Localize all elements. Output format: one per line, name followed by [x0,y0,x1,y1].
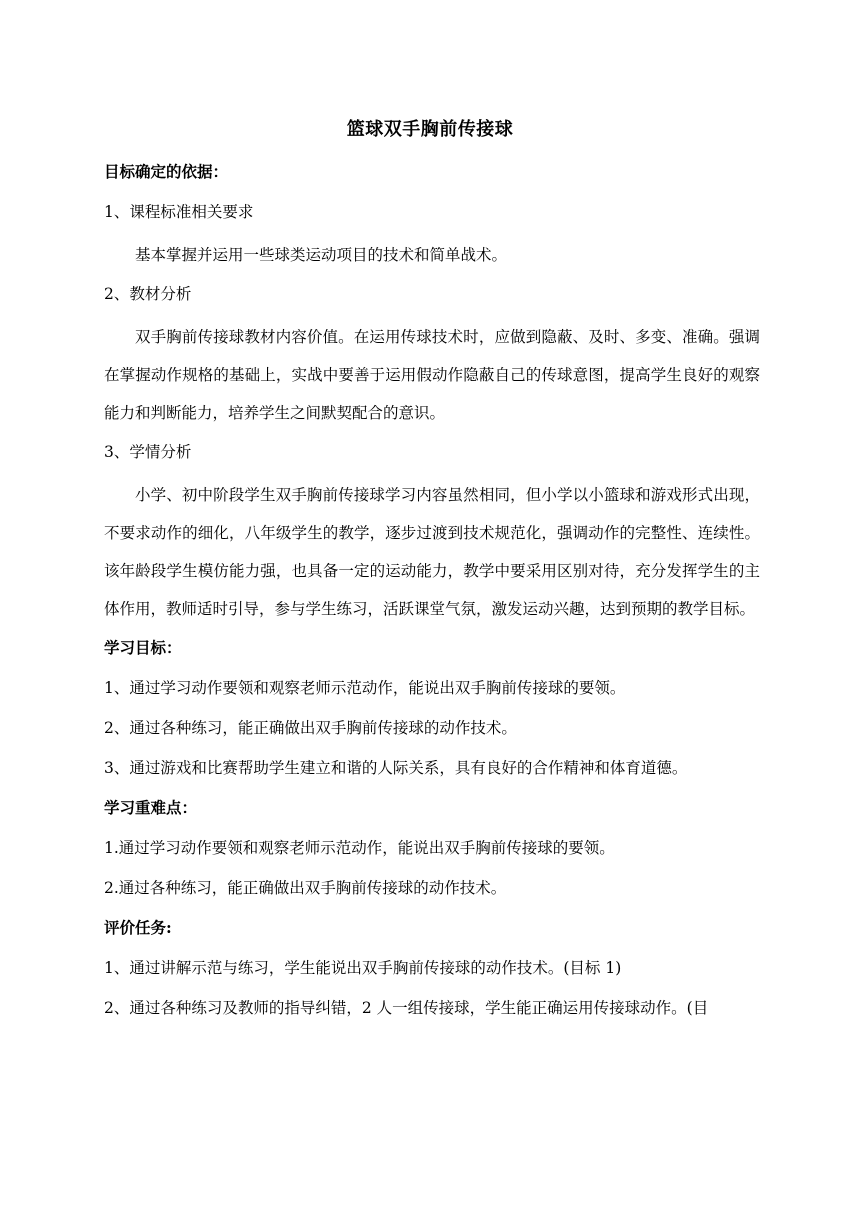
goal-item-3: 3、通过游戏和比赛帮助学生建立和谐的人际关系，具有良好的合作精神和体育道德。 [104,759,688,777]
section-heading-evaluation: 评价任务: [104,918,172,937]
section-heading-key-points: 学习重难点： [104,798,198,817]
evaluation-item-2: 2、通过各种练习及教师的指导纠错，2 人一组传接球，学生能正确运用传接球动作。(目 [104,999,709,1017]
basis-item-1-heading: 1、课程标准相关要求 [104,203,254,221]
basis-item-1-text: 基本掌握并运用一些球类运动项目的技术和简单战术。 [135,246,508,264]
key-point-item-1: 1.通过学习动作要领和观察老师示范动作，能说出双手胸前传接球的要领。 [104,839,615,857]
basis-item-3-text: 小学、初中阶段学生双手胸前传接球学习内容虽然相同，但小学以小篮球和游戏形式出现，不要求动作的细化，八年级学生的教学，逐步过渡到技术规范化，强调动作的完整性、连续性。该年龄段学生模仿能力强，也具备一定的运动能力，教学中要采用区别对待，充分发挥学生的主体作用，教师适时引导，参与学生练习，活跃课堂气氛，激发运动兴趣，达到预期的教学目标。 [104,486,760,618]
goal-item-2: 2、通过各种练习，能正确做出双手胸前传接球的动作技术。 [104,719,517,737]
section-heading-goals: 学习目标： [104,638,182,657]
goal-item-1: 1、通过学习动作要领和观察老师示范动作，能说出双手胸前传接球的要领。 [104,679,626,697]
basis-item-2-heading: 2、教材分析 [104,285,192,303]
basis-item-3-heading: 3、学情分析 [104,443,192,461]
evaluation-item-1: 1、通过讲解示范与练习，学生能说出双手胸前传接球的动作技术。(目标 1) [104,959,622,977]
basis-item-2-text: 双手胸前传接球教材内容价值。在运用传球技术时，应做到隐蔽、及时、多变、准确。强调在掌握动作规格的基础上，实战中要善于运用假动作隐蔽自己的传球意图，提高学生良好的观察能力和判断能力，培养学生之间默契配合的意识。 [104,328,760,422]
document-body [104,156,760,1024]
section-heading-basis: 目标确定的依据： [104,162,229,181]
key-point-item-2: 2.通过各种练习，能正确做出双手胸前传接球的动作技术。 [104,879,507,897]
document-title: 篮球双手胸前传接球 [346,119,514,140]
